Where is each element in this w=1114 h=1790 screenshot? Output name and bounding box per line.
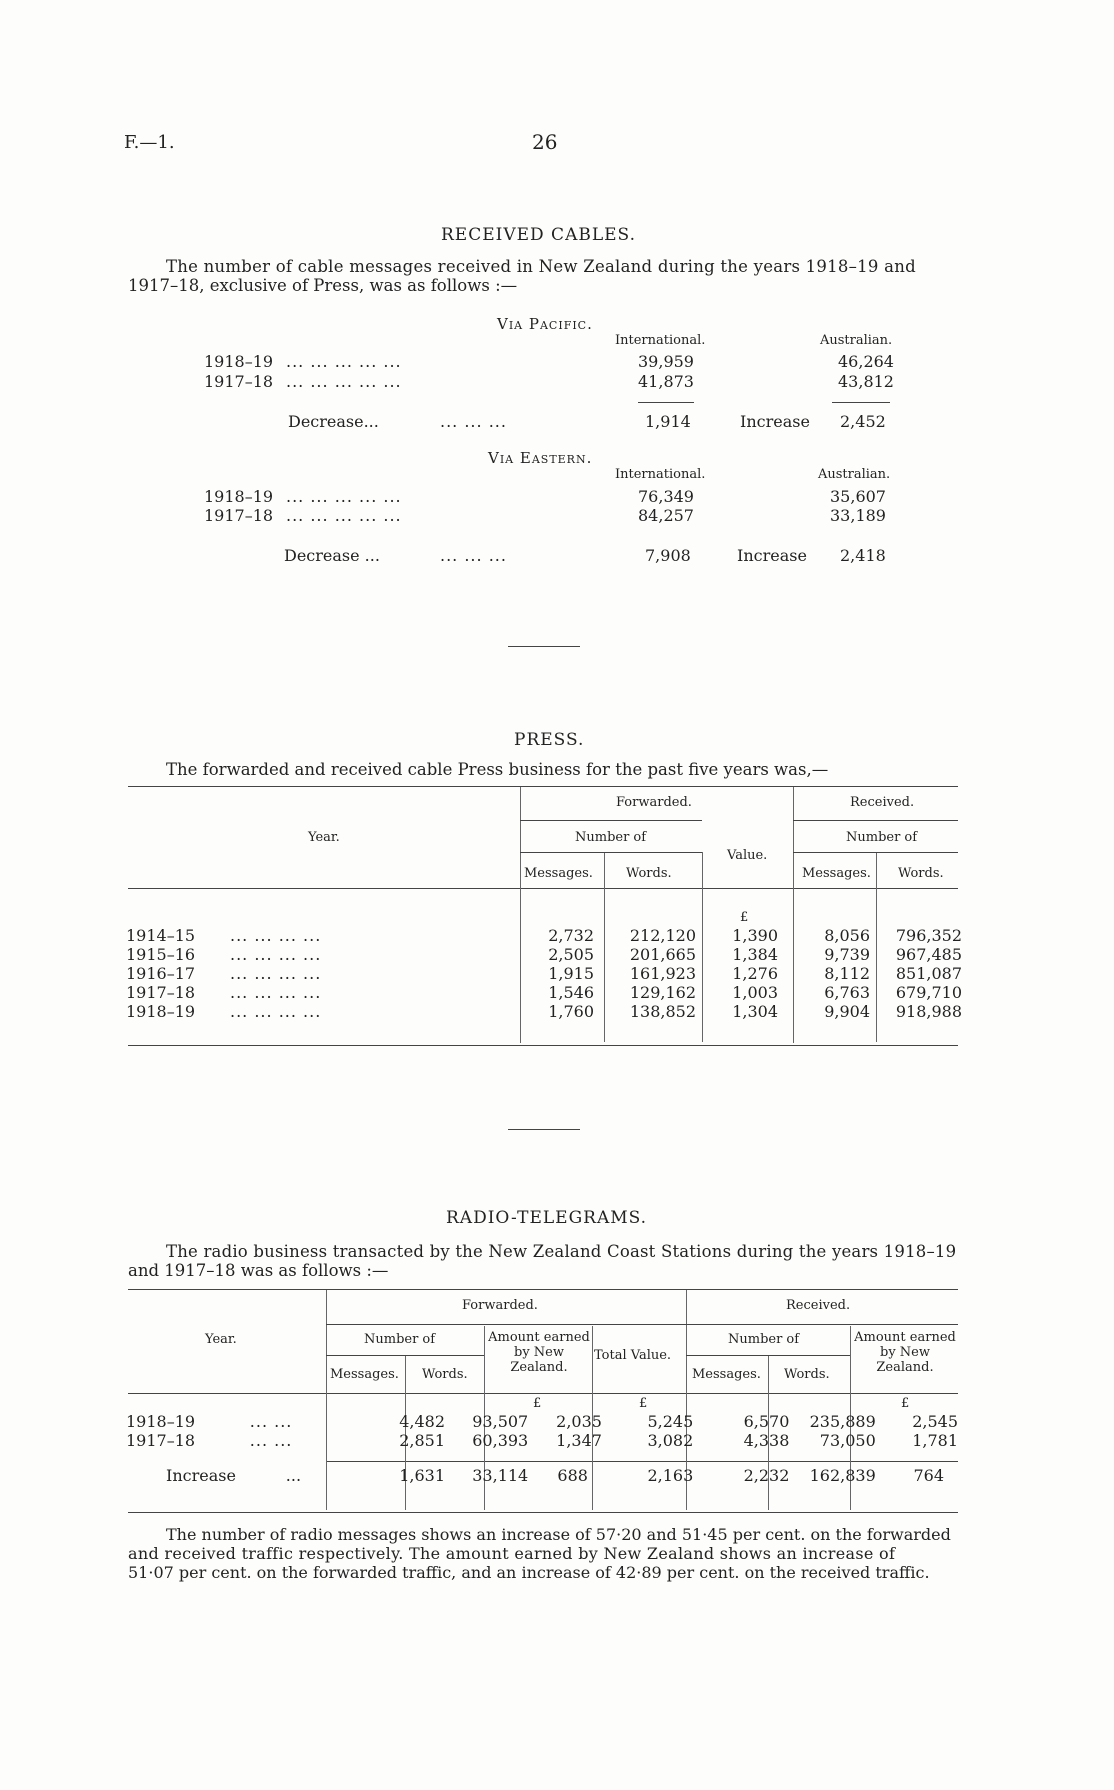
press-dots-cell: ... ... ... ... [230, 983, 322, 1002]
radio-rec-messages-header: Messages. [692, 1367, 761, 1382]
press-intro: The forwarded and received cable Press business for the past five years was,— [166, 760, 829, 779]
press-fwd-messages-cell: 2,732 [548, 926, 594, 945]
radio-total-value-header: Total Value. [594, 1348, 672, 1363]
press-rec-messages-cell: 8,112 [824, 964, 870, 983]
press-fwd-words-cell: 161,923 [629, 964, 696, 983]
radio-summary-line3: 51·07 per cent. on the forwarded traffic, and an increase of 42·89 per cent. on the received traffic. [128, 1563, 930, 1582]
pacific-international-header: International. [615, 333, 706, 348]
radio-title: RADIO-TELEGRAMS. [446, 1208, 648, 1228]
pacific-decrease-label: Decrease... [288, 412, 379, 431]
press-dots-cell: ... ... ... ... [230, 945, 322, 964]
press-dots-cell: ... ... ... ... [230, 926, 322, 945]
press-value-cell: 1,384 [732, 945, 778, 964]
pacific-international-rule [638, 402, 694, 403]
press-rec-messages-header: Messages. [802, 866, 871, 881]
radio-intro-line2: and 1917–18 was as follows :— [128, 1261, 389, 1280]
radio-fwd-words-cell: 60,393 [472, 1431, 529, 1450]
press-fwd-messages-cell: 1,915 [548, 964, 594, 983]
press-value-cell: 1,003 [732, 983, 778, 1002]
radio-fwd-number-of-header: Number of [364, 1332, 436, 1347]
pacific-decrease-value: 1,914 [645, 412, 691, 431]
radio-intro-line1: The radio business transacted by the New Zealand Coast Stations during the years 1918–19 [166, 1242, 957, 1261]
pacific-decrease-dots: ... ... ... [440, 412, 507, 431]
press-fwd-words-cell: 201,665 [629, 945, 696, 964]
pacific-row-year: 1917–18 [204, 372, 274, 391]
radio-received-header: Received. [786, 1298, 851, 1313]
press-year-cell: 1918–19 [126, 1002, 196, 1021]
press-rec-words-cell: 918,988 [895, 1002, 962, 1021]
press-year-cell: 1915–16 [126, 945, 196, 964]
radio-dots-cell: ... ... [249, 1412, 293, 1431]
radio-amount-rec-cell: 2,545 [912, 1412, 958, 1431]
eastern-increase-label: Increase [737, 546, 807, 565]
press-rec-words-cell: 967,485 [895, 945, 962, 964]
radio-fwd-currency: £ [533, 1396, 542, 1411]
radio-fwd-messages-header: Messages. [330, 1367, 399, 1382]
pacific-australian-header: Australian. [820, 333, 893, 348]
press-value-cell: 1,276 [732, 964, 778, 983]
received-cables-title: RECEIVED CABLES. [441, 225, 636, 245]
pacific-increase-label: Increase [740, 412, 810, 431]
pacific-row-international: 41,873 [638, 372, 694, 391]
radio-dots-cell: ... ... [249, 1431, 293, 1450]
radio-rec-words-cell: 235,889 [809, 1412, 876, 1431]
eastern-increase-value: 2,418 [840, 546, 886, 565]
table-row [126, 1412, 958, 1431]
eastern-row-dots: ... ... ... ... ... [286, 487, 402, 506]
press-table-bottom-rule [128, 1045, 958, 1046]
pacific-row-dots: ... ... ... ... ... [286, 352, 402, 371]
section-divider [508, 1129, 580, 1130]
press-fwd-messages-cell: 1,546 [548, 983, 594, 1002]
eastern-decrease-label: Decrease ... [284, 546, 380, 565]
press-rec-messages-cell: 9,904 [824, 1002, 870, 1021]
press-fwd-words-header: Words. [626, 866, 672, 881]
pacific-increase-value: 2,452 [840, 412, 886, 431]
radio-summary-line2: and received traffic respectively. The amount earned by New Zealand shows an increase of [128, 1544, 896, 1563]
press-value-cell: 1,390 [732, 926, 778, 945]
pacific-australian-rule [832, 402, 890, 403]
press-rec-words-header: Words. [898, 866, 944, 881]
section-divider [508, 646, 580, 647]
eastern-australian-header: Australian. [818, 467, 891, 482]
radio-increase-fwd-words: 33,114 [472, 1466, 529, 1485]
radio-rec-words-header: Words. [784, 1367, 830, 1382]
press-rec-number-of-header: Number of [846, 830, 918, 845]
press-fwd-words-cell: 129,162 [629, 983, 696, 1002]
press-received-header: Received. [850, 795, 915, 810]
radio-year-header: Year. [205, 1332, 237, 1347]
radio-increase-rec-words: 162,839 [809, 1466, 876, 1485]
radio-increase-row [126, 1466, 958, 1485]
press-dots-cell: ... ... ... ... [230, 1002, 322, 1021]
press-dots-cell: ... ... ... ... [230, 964, 322, 983]
pacific-row-year: 1918–19 [204, 352, 274, 371]
radio-amount-fwd-cell: 2,035 [556, 1412, 602, 1431]
via-pacific-heading: Via Pacific. [497, 315, 593, 333]
table-row [126, 983, 962, 1002]
table-row [126, 926, 962, 945]
press-year-cell: 1914–15 [126, 926, 196, 945]
pacific-row-australian: 46,264 [838, 352, 894, 371]
press-rec-words-cell: 851,087 [895, 964, 962, 983]
received-cables-intro-line2: 1917–18, exclusive of Press, was as follows :— [128, 276, 518, 295]
radio-rec-number-of-header: Number of [728, 1332, 800, 1347]
table-row [126, 945, 962, 964]
radio-amount-rec-cell: 1,781 [912, 1431, 958, 1450]
radio-increase-rec-messages: 2,232 [743, 1466, 790, 1485]
radio-rec-messages-cell: 4,338 [743, 1431, 790, 1450]
radio-table-header-rule [128, 1393, 958, 1394]
eastern-row-dots: ... ... ... ... ... [286, 506, 402, 525]
radio-rec-words-cell: 73,050 [819, 1431, 876, 1450]
radio-fwd-words-cell: 93,507 [472, 1412, 529, 1431]
eastern-decrease-value: 7,908 [645, 546, 691, 565]
eastern-row-year: 1918–19 [204, 487, 274, 506]
radio-table-top-rule [128, 1289, 958, 1290]
radio-increase-label: Increase [166, 1466, 236, 1485]
page-number: 26 [532, 130, 558, 154]
press-table-header-rule [128, 888, 958, 889]
press-rec-messages-cell: 6,763 [824, 983, 870, 1002]
radio-increase-total-value: 2,163 [647, 1466, 694, 1485]
press-rec-words-cell: 679,710 [895, 983, 962, 1002]
radio-year-cell: 1918–19 [126, 1412, 196, 1431]
radio-rec-messages-cell: 6,570 [743, 1412, 790, 1431]
radio-table [126, 1412, 958, 1485]
pacific-row-australian: 43,812 [838, 372, 894, 391]
press-forwarded-header: Forwarded. [616, 795, 692, 810]
radio-fwd-words-header: Words. [422, 1367, 468, 1382]
radio-table-bottom-rule [128, 1512, 958, 1513]
press-value-header: Value. [727, 848, 768, 863]
via-eastern-heading: Via Eastern. [488, 449, 593, 467]
press-year-cell: 1917–18 [126, 983, 196, 1002]
eastern-row-international: 76,349 [638, 487, 694, 506]
eastern-row-australian: 35,607 [830, 487, 886, 506]
press-year-header: Year. [308, 830, 340, 845]
press-rec-words-cell: 796,352 [895, 926, 962, 945]
radio-amount-fwd-cell: 1,347 [556, 1431, 602, 1450]
press-fwd-words-cell: 138,852 [629, 1002, 696, 1021]
pacific-row-international: 39,959 [638, 352, 694, 371]
radio-summary-line1: The number of radio messages shows an increase of 57·20 and 51·45 per cent. on the forwarded [166, 1525, 951, 1544]
radio-rec-amount-header: Amount earned by New Zealand. [854, 1330, 956, 1375]
radio-fwd-messages-cell: 4,482 [399, 1412, 446, 1431]
radio-fwd-amount-header: Amount earned by New Zealand. [488, 1330, 590, 1375]
press-currency-symbol: £ [740, 910, 749, 925]
press-title: PRESS. [514, 730, 585, 750]
radio-increase-fwd-messages: 1,631 [399, 1466, 446, 1485]
radio-increase-amount-fwd: 688 [557, 1466, 588, 1485]
press-fwd-number-of-header: Number of [575, 830, 647, 845]
press-fwd-words-cell: 212,120 [629, 926, 696, 945]
table-row [126, 1431, 958, 1450]
press-value-cell: 1,304 [732, 1002, 778, 1021]
radio-rec-currency: £ [901, 1396, 910, 1411]
eastern-decrease-dots: ... ... ... [440, 546, 507, 565]
radio-total-currency: £ [639, 1396, 648, 1411]
received-cables-intro-line1: The number of cable messages received in New Zealand during the years 1918–19 and [166, 257, 916, 276]
radio-increase-amount-rec: 764 [913, 1466, 944, 1485]
radio-fwd-messages-cell: 2,851 [399, 1431, 446, 1450]
press-table [126, 926, 962, 1021]
eastern-row-australian: 33,189 [830, 506, 886, 525]
pacific-row-dots: ... ... ... ... ... [286, 372, 402, 391]
radio-increase-dots: ... [285, 1466, 302, 1485]
radio-total-value-cell: 3,082 [647, 1431, 694, 1450]
press-rec-messages-cell: 9,739 [824, 945, 870, 964]
table-row [126, 964, 962, 983]
press-fwd-messages-cell: 1,760 [548, 1002, 594, 1021]
press-rec-messages-cell: 8,056 [824, 926, 870, 945]
radio-forwarded-header: Forwarded. [462, 1298, 538, 1313]
table-row [126, 1002, 962, 1021]
eastern-international-header: International. [615, 467, 706, 482]
press-fwd-messages-header: Messages. [524, 866, 593, 881]
press-table-top-rule [128, 786, 958, 787]
radio-total-value-cell: 5,245 [647, 1412, 694, 1431]
press-fwd-messages-cell: 2,505 [548, 945, 594, 964]
document-series: F.—1. [124, 132, 175, 153]
eastern-row-year: 1917–18 [204, 506, 274, 525]
press-year-cell: 1916–17 [126, 964, 196, 983]
radio-year-cell: 1917–18 [126, 1431, 196, 1450]
eastern-row-international: 84,257 [638, 506, 694, 525]
